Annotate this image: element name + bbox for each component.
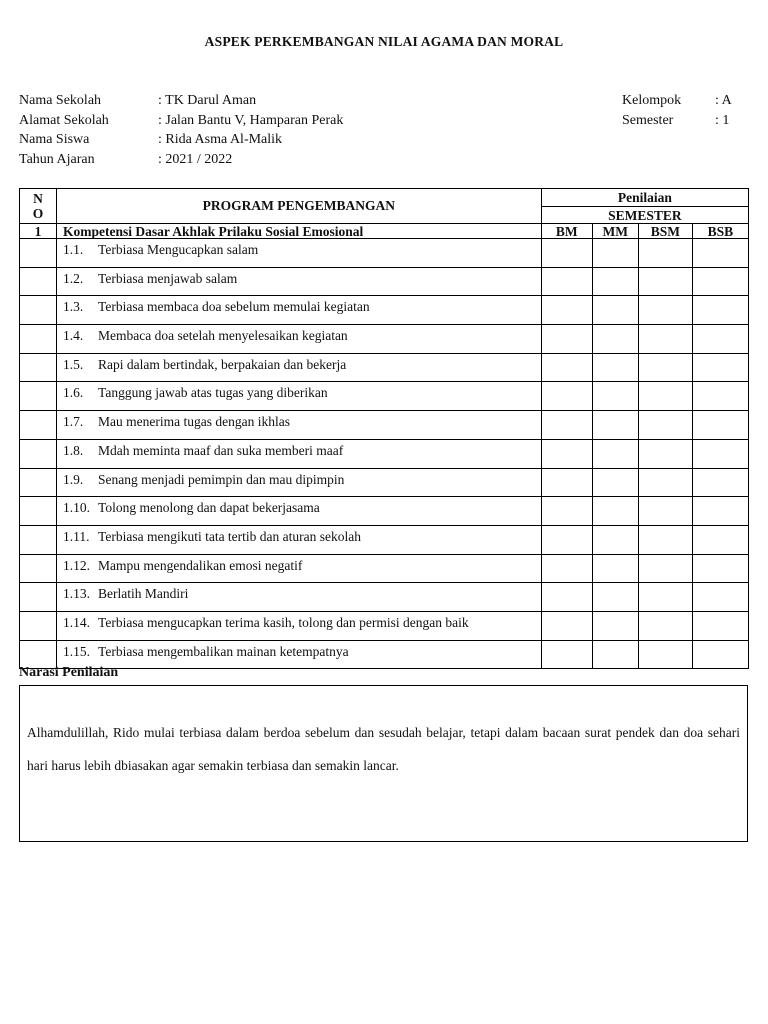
indicator-cell xyxy=(57,296,542,325)
grade-cell-mm[interactable] xyxy=(592,583,638,612)
indicator-number: 1.10. xyxy=(63,500,91,516)
row-number-cell xyxy=(20,296,57,325)
indicator-text: Berlatih Mandiri xyxy=(98,586,189,602)
table-row xyxy=(20,468,749,497)
grade-cell-mm[interactable] xyxy=(592,296,638,325)
no-column-header xyxy=(20,189,57,224)
table-row xyxy=(20,382,749,411)
grade-cell-bsm[interactable] xyxy=(638,239,692,268)
grade-cell-bsm[interactable] xyxy=(638,267,692,296)
row-number-cell xyxy=(20,325,57,354)
indicator-text: Terbiasa mengucapkan terima kasih, tolong dan permisi dengan baik xyxy=(98,614,469,630)
indicator-text: Mau menerima tugas dengan ikhlas xyxy=(98,414,290,430)
indicator-text: Mampu mengendalikan emosi negatif xyxy=(98,557,303,573)
indicator-cell xyxy=(57,554,542,583)
row-number-cell xyxy=(20,583,57,612)
grade-cell-bsb[interactable] xyxy=(692,267,748,296)
grade-cell-bsm[interactable] xyxy=(638,296,692,325)
indicator-text: Terbiasa mengikuti tata tertib dan aturan sekolah xyxy=(98,528,362,544)
grade-cell-bm[interactable] xyxy=(541,554,592,583)
table-row xyxy=(20,239,749,268)
indicator-number: 1.7. xyxy=(63,414,84,430)
info-value: : TK Darul Aman xyxy=(158,93,257,108)
info-row-semester xyxy=(622,111,732,131)
indicator-cell xyxy=(57,439,542,468)
row-number-cell xyxy=(20,497,57,526)
info-label: Nama Sekolah xyxy=(19,93,102,108)
table-row xyxy=(20,583,749,612)
indicator-cell xyxy=(57,525,542,554)
indicator-cell xyxy=(57,583,542,612)
grade-cell-bsb[interactable] xyxy=(692,411,748,440)
info-label: Kelompok xyxy=(622,93,682,108)
indicator-text: Tanggung jawab atas tugas yang diberikan xyxy=(98,385,328,401)
info-row-school-year xyxy=(19,150,343,170)
grade-cell-bm[interactable] xyxy=(541,497,592,526)
indicator-text: Mdah meminta maaf dan suka memberi maaf xyxy=(98,442,344,458)
grade-cell-bsb[interactable] xyxy=(692,382,748,411)
indicator-number: 1.1. xyxy=(63,242,84,257)
row-number-cell xyxy=(20,353,57,382)
grade-cell-mm[interactable] xyxy=(592,239,638,268)
indicator-cell xyxy=(57,325,542,354)
grade-cell-bsm[interactable] xyxy=(638,353,692,382)
grade-cell-bsb[interactable] xyxy=(692,468,748,497)
grade-cell-mm[interactable] xyxy=(592,325,638,354)
indicator-number: 1.2. xyxy=(63,270,84,286)
grade-cell-bsb[interactable] xyxy=(692,497,748,526)
table-row xyxy=(20,411,749,440)
grade-cell-mm[interactable] xyxy=(592,611,638,640)
grade-cell-mm[interactable] xyxy=(592,554,638,583)
grade-cell-mm[interactable] xyxy=(592,497,638,526)
indicator-number: 1.8. xyxy=(63,442,84,458)
indicator-cell xyxy=(57,411,542,440)
kd-label: Kompetensi Dasar Akhlak Prilaku Sosial Emosional xyxy=(57,224,542,239)
grade-cell-mm[interactable] xyxy=(592,411,638,440)
info-label: Alamat Sekolah xyxy=(19,112,109,128)
indicator-text: Terbiasa menjawab salam xyxy=(98,270,238,286)
grade-cell-bsb[interactable] xyxy=(692,640,748,669)
narasi-title: Narasi Penilaian xyxy=(19,665,119,680)
indicator-cell xyxy=(57,611,542,640)
grade-cell-mm[interactable] xyxy=(592,267,638,296)
indicator-cell xyxy=(57,267,542,296)
info-value: : A xyxy=(715,93,732,108)
grade-cell-bsm[interactable] xyxy=(638,611,692,640)
no-header-line2: O xyxy=(32,206,44,221)
indicator-cell xyxy=(57,640,542,669)
grade-cell-bsb[interactable] xyxy=(692,611,748,640)
indicator-text: Rapi dalam bertindak, berpakaian dan bekerja xyxy=(98,356,347,372)
grade-cell-bsm[interactable] xyxy=(638,439,692,468)
indicator-number: 1.4. xyxy=(63,328,84,344)
grade-cell-mm[interactable] xyxy=(592,640,638,669)
kd-number: 1 xyxy=(20,224,57,239)
grade-cell-bsb[interactable] xyxy=(692,583,748,612)
indicator-number: 1.13. xyxy=(63,586,91,602)
semester-header: SEMESTER xyxy=(541,207,748,224)
grade-cell-bm[interactable] xyxy=(541,611,592,640)
grade-cell-mm[interactable] xyxy=(592,468,638,497)
info-row-group xyxy=(622,91,732,111)
penilaian-header: Penilaian xyxy=(541,189,748,207)
grade-cell-bm[interactable] xyxy=(541,640,592,669)
table-row xyxy=(20,439,749,468)
table-row xyxy=(20,296,749,325)
indicator-number: 1.6. xyxy=(63,385,84,401)
info-row-school-name xyxy=(19,91,343,111)
indicator-number: 1.9. xyxy=(63,471,84,487)
row-number-cell xyxy=(20,382,57,411)
info-value: : 1 xyxy=(715,112,730,128)
grade-header-bm: BM xyxy=(541,224,592,239)
table-row xyxy=(20,525,749,554)
grade-header-bsb: BSB xyxy=(692,224,748,239)
indicator-text: Membaca doa setelah menyelesaikan kegiatan xyxy=(98,328,348,344)
indicator-text: Tolong menolong dan dapat bekerjasama xyxy=(98,500,320,516)
grade-cell-mm[interactable] xyxy=(592,353,638,382)
info-value: : Rida Asma Al-Malik xyxy=(158,132,283,147)
grade-cell-bsm[interactable] xyxy=(638,554,692,583)
info-label: Tahun Ajaran xyxy=(19,151,95,167)
table-row xyxy=(20,353,749,382)
class-info xyxy=(622,91,732,130)
grade-cell-bsb[interactable] xyxy=(692,525,748,554)
indicator-text: Terbiasa Mengucapkan salam xyxy=(98,242,259,257)
grade-cell-bsm[interactable] xyxy=(638,411,692,440)
grade-cell-bsm[interactable] xyxy=(638,640,692,669)
grade-cell-bm[interactable] xyxy=(541,353,592,382)
table-row xyxy=(20,325,749,354)
info-row-student-name xyxy=(19,130,343,150)
indicator-text: Terbiasa mengembalikan mainan ketempatnya xyxy=(98,643,349,659)
indicator-cell xyxy=(57,239,542,268)
row-number-cell xyxy=(20,525,57,554)
row-number-cell xyxy=(20,611,57,640)
table-row xyxy=(20,554,749,583)
info-row-school-address xyxy=(19,111,343,131)
grade-cell-bm[interactable] xyxy=(541,296,592,325)
indicator-text: Senang menjadi pemimpin dan mau dipimpin xyxy=(98,471,345,487)
row-number-cell xyxy=(20,239,57,268)
info-label: Nama Siswa xyxy=(19,132,90,147)
indicator-cell xyxy=(57,497,542,526)
grade-cell-bsm[interactable] xyxy=(638,325,692,354)
table-row xyxy=(20,497,749,526)
grade-cell-bsm[interactable] xyxy=(638,525,692,554)
page-title: ASPEK PERKEMBANGAN NILAI AGAMA DAN MORAL xyxy=(204,34,564,49)
grade-cell-mm[interactable] xyxy=(592,525,638,554)
grade-cell-bm[interactable] xyxy=(541,239,592,268)
indicator-text: Terbiasa membaca doa sebelum memulai kegiatan xyxy=(98,299,370,315)
grade-cell-bm[interactable] xyxy=(541,382,592,411)
grade-cell-bsm[interactable] xyxy=(638,468,692,497)
grade-cell-bm[interactable] xyxy=(541,439,592,468)
indicator-number: 1.15. xyxy=(63,643,91,659)
grade-cell-bm[interactable] xyxy=(541,411,592,440)
info-value: : Jalan Bantu V, Hamparan Perak xyxy=(158,112,344,128)
grade-cell-bm[interactable] xyxy=(541,325,592,354)
info-value: : 2021 / 2022 xyxy=(158,151,233,167)
grade-cell-bsb[interactable] xyxy=(692,353,748,382)
indicator-cell xyxy=(57,353,542,382)
grade-cell-bsb[interactable] xyxy=(692,296,748,325)
narasi-text: Alhamdulillah, Rido mulai terbiasa dalam berdoa sebelum dan sesudah belajar, tetapi dalam bacaan surat pendek dan doa sehari hari harus lebih dbiasakan agar semakin terbiasa dan semakin lancar. xyxy=(27,725,740,773)
table-row xyxy=(20,640,749,669)
indicator-cell xyxy=(57,468,542,497)
grade-cell-bsm[interactable] xyxy=(638,497,692,526)
kd-header-row xyxy=(20,224,749,239)
grade-cell-mm[interactable] xyxy=(592,382,638,411)
indicator-number: 1.11. xyxy=(63,528,90,544)
grade-cell-bsb[interactable] xyxy=(692,325,748,354)
grade-cell-bsb[interactable] xyxy=(692,239,748,268)
grade-cell-bm[interactable] xyxy=(541,583,592,612)
indicator-number: 1.12. xyxy=(63,557,91,573)
program-column-header: PROGRAM PENGEMBANGAN xyxy=(57,189,542,224)
grade-cell-bm[interactable] xyxy=(541,267,592,296)
narasi-text-box xyxy=(19,685,748,842)
grade-header-mm: MM xyxy=(592,224,638,239)
indicator-cell xyxy=(57,382,542,411)
grade-cell-bsb[interactable] xyxy=(692,439,748,468)
indicator-number: 1.14. xyxy=(63,614,91,630)
grade-cell-bsm[interactable] xyxy=(638,583,692,612)
grade-header-bsm: BSM xyxy=(638,224,692,239)
grade-cell-mm[interactable] xyxy=(592,439,638,468)
row-number-cell xyxy=(20,267,57,296)
row-number-cell xyxy=(20,439,57,468)
row-number-cell xyxy=(20,411,57,440)
row-number-cell xyxy=(20,554,57,583)
info-label: Semester xyxy=(622,112,674,128)
table-row xyxy=(20,611,749,640)
grade-cell-bsm[interactable] xyxy=(638,382,692,411)
grade-cell-bm[interactable] xyxy=(541,525,592,554)
grade-cell-bm[interactable] xyxy=(541,468,592,497)
row-number-cell xyxy=(20,468,57,497)
indicator-number: 1.5. xyxy=(63,356,84,372)
table-row xyxy=(20,267,749,296)
indicator-number: 1.3. xyxy=(63,299,84,315)
assessment-table xyxy=(19,188,749,669)
no-header-line1: N xyxy=(33,191,43,206)
grade-cell-bsb[interactable] xyxy=(692,554,748,583)
student-info xyxy=(19,91,343,169)
